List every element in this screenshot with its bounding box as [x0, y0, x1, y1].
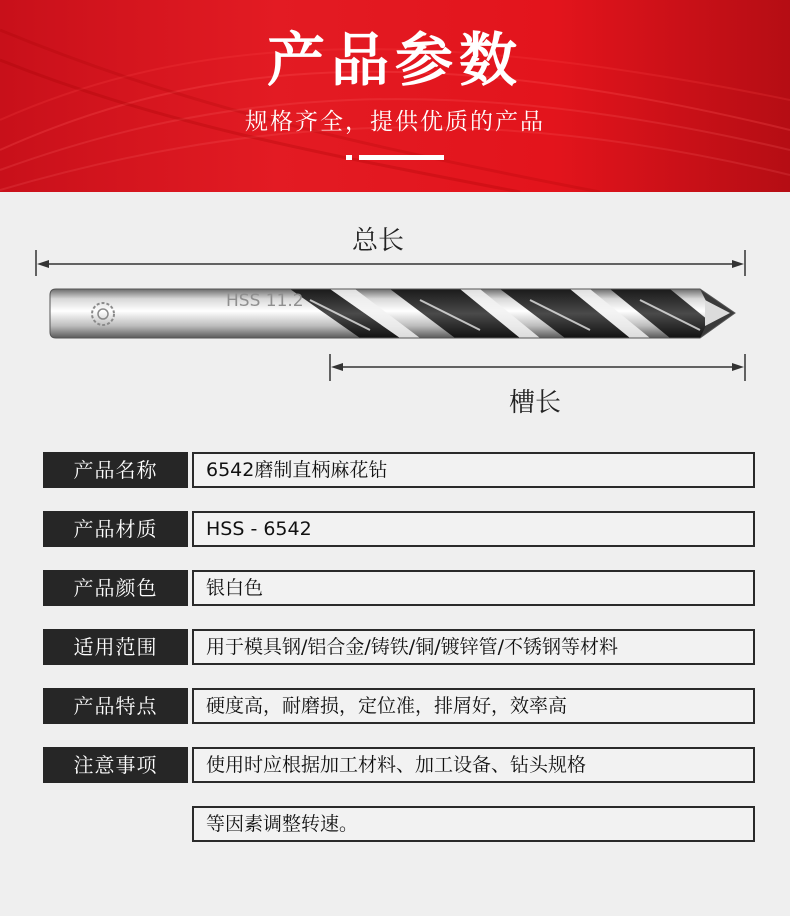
page-title: 产品参数	[266, 26, 523, 94]
spec-value: 6542磨制直柄麻花钻	[192, 452, 755, 488]
spec-label: 产品颜色	[43, 570, 188, 606]
title-underline	[359, 155, 444, 160]
spec-value: 用于模具钢/铝合金/铸铁/铜/镀锌管/不锈钢等材料	[192, 629, 755, 665]
spec-value: HSS - 6542	[192, 511, 755, 547]
flute-length-dimension	[330, 354, 745, 381]
underline-dot	[346, 155, 352, 160]
shank-marking: HSS 11.2	[226, 291, 304, 311]
spec-value: 使用时应根据加工材料、加工设备、钻头规格	[192, 747, 755, 783]
flute-length-label: 槽长	[509, 388, 562, 418]
spec-value: 银白色	[192, 570, 755, 606]
drill-bit-diagram	[0, 240, 790, 390]
spec-label: 产品特点	[43, 688, 188, 724]
spec-label: 注意事项	[43, 747, 188, 783]
page-subtitle: 规格齐全，提供优质的产品	[245, 109, 545, 135]
spec-value: 等因素调整转速。	[192, 806, 755, 842]
spec-label: 适用范围	[43, 629, 188, 665]
spec-value: 硬度高，耐磨损，定位准，排屑好，效率高	[192, 688, 755, 724]
overall-length-dimension	[36, 250, 745, 276]
spec-label: 产品材质	[43, 511, 188, 547]
header-banner	[0, 0, 790, 192]
spec-label: 产品名称	[43, 452, 188, 488]
overall-length-label: 总长	[352, 226, 405, 256]
